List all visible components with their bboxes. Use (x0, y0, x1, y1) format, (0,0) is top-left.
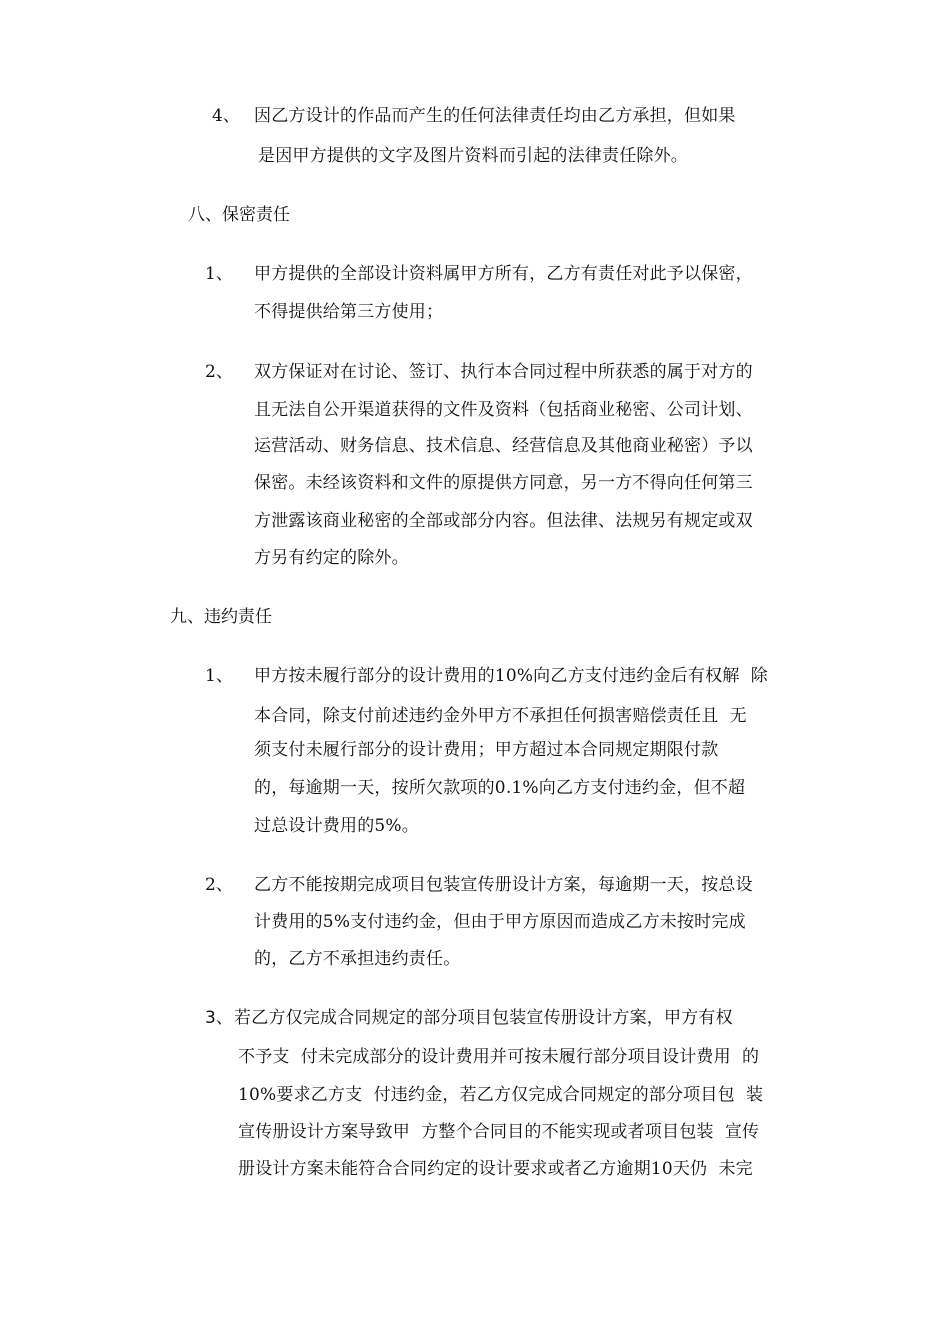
paragraph-line: 10%要求乙方支 付违约金，若乙方仅完成合同规定的部分项目包 装 (238, 1085, 764, 1105)
paragraph-line: 的，乙方不承担违约责任。 (254, 949, 461, 969)
paragraph-line: 保密。未经该资料和文件的原提供方同意，另一方不得向任何第三 (254, 473, 753, 493)
list-number: 4、 (212, 106, 240, 126)
paragraph-line: 若乙方仅完成合同规定的部分项目包装宣传册设计方案，甲方有权 (234, 1008, 733, 1028)
paragraph-line: 须支付未履行部分的设计费用；甲方超过本合同规定期限付款 (254, 740, 719, 760)
paragraph-line: 方泄露该商业秘密的全部或部分内容。但法律、法规另有规定或双 (254, 511, 753, 531)
list-number: 3、 (205, 1008, 233, 1028)
paragraph-line: 宣传册设计方案导致甲 方整个合同目的不能实现或者项目包装 宣传 (238, 1122, 760, 1142)
section-heading: 八、保密责任 (188, 205, 290, 225)
paragraph-line: 不予支 付未完成部分的设计费用并可按未履行部分项目设计费用 的 (238, 1047, 760, 1067)
paragraph-line: 是因甲方提供的文字及图片资料而引起的法律责任除外。 (258, 146, 688, 166)
paragraph-line: 双方保证对在讨论、签订、执行本合同过程中所获悉的属于对方的 (254, 362, 753, 382)
paragraph-line: 且无法自公开渠道获得的文件及资料（包括商业秘密、公司计划、 (254, 400, 753, 420)
paragraph-line: 甲方按未履行部分的设计费用的10%向乙方支付违约金后有权解 除 (254, 666, 768, 686)
list-number: 2、 (205, 875, 233, 895)
paragraph-line: 甲方提供的全部设计资料属甲方所有，乙方有责任对此予以保密， (254, 264, 753, 284)
paragraph-line: 的，每逾期一天，按所欠款项的0.1%向乙方支付违约金，但不超 (254, 778, 746, 798)
paragraph-line: 册设计方案未能符合合同约定的设计要求或者乙方逾期10天仍 未完 (238, 1159, 753, 1179)
paragraph-line: 运营活动、财务信息、技术信息、经营信息及其他商业秘密）予以 (254, 436, 753, 456)
paragraph-line: 计费用的5%支付违约金，但由于甲方原因而造成乙方未按时完成 (254, 912, 746, 932)
list-number: 1、 (205, 264, 233, 284)
paragraph-line: 因乙方设计的作品而产生的任何法律责任均由乙方承担，但如果 (254, 106, 736, 126)
paragraph-line: 本合同，除支付前述违约金外甲方不承担任何损害赔偿责任且 无 (254, 706, 747, 726)
paragraph-line: 不得提供给第三方使用； (254, 302, 444, 322)
paragraph-line: 乙方不能按期完成项目包装宣传册设计方案，每逾期一天，按总设 (254, 875, 753, 895)
list-number: 1、 (205, 666, 233, 686)
section-heading: 九、违约责任 (170, 607, 272, 627)
paragraph-line: 过总设计费用的5%。 (254, 816, 419, 836)
paragraph-line: 方另有约定的除外。 (254, 548, 409, 568)
list-number: 2、 (205, 362, 233, 382)
